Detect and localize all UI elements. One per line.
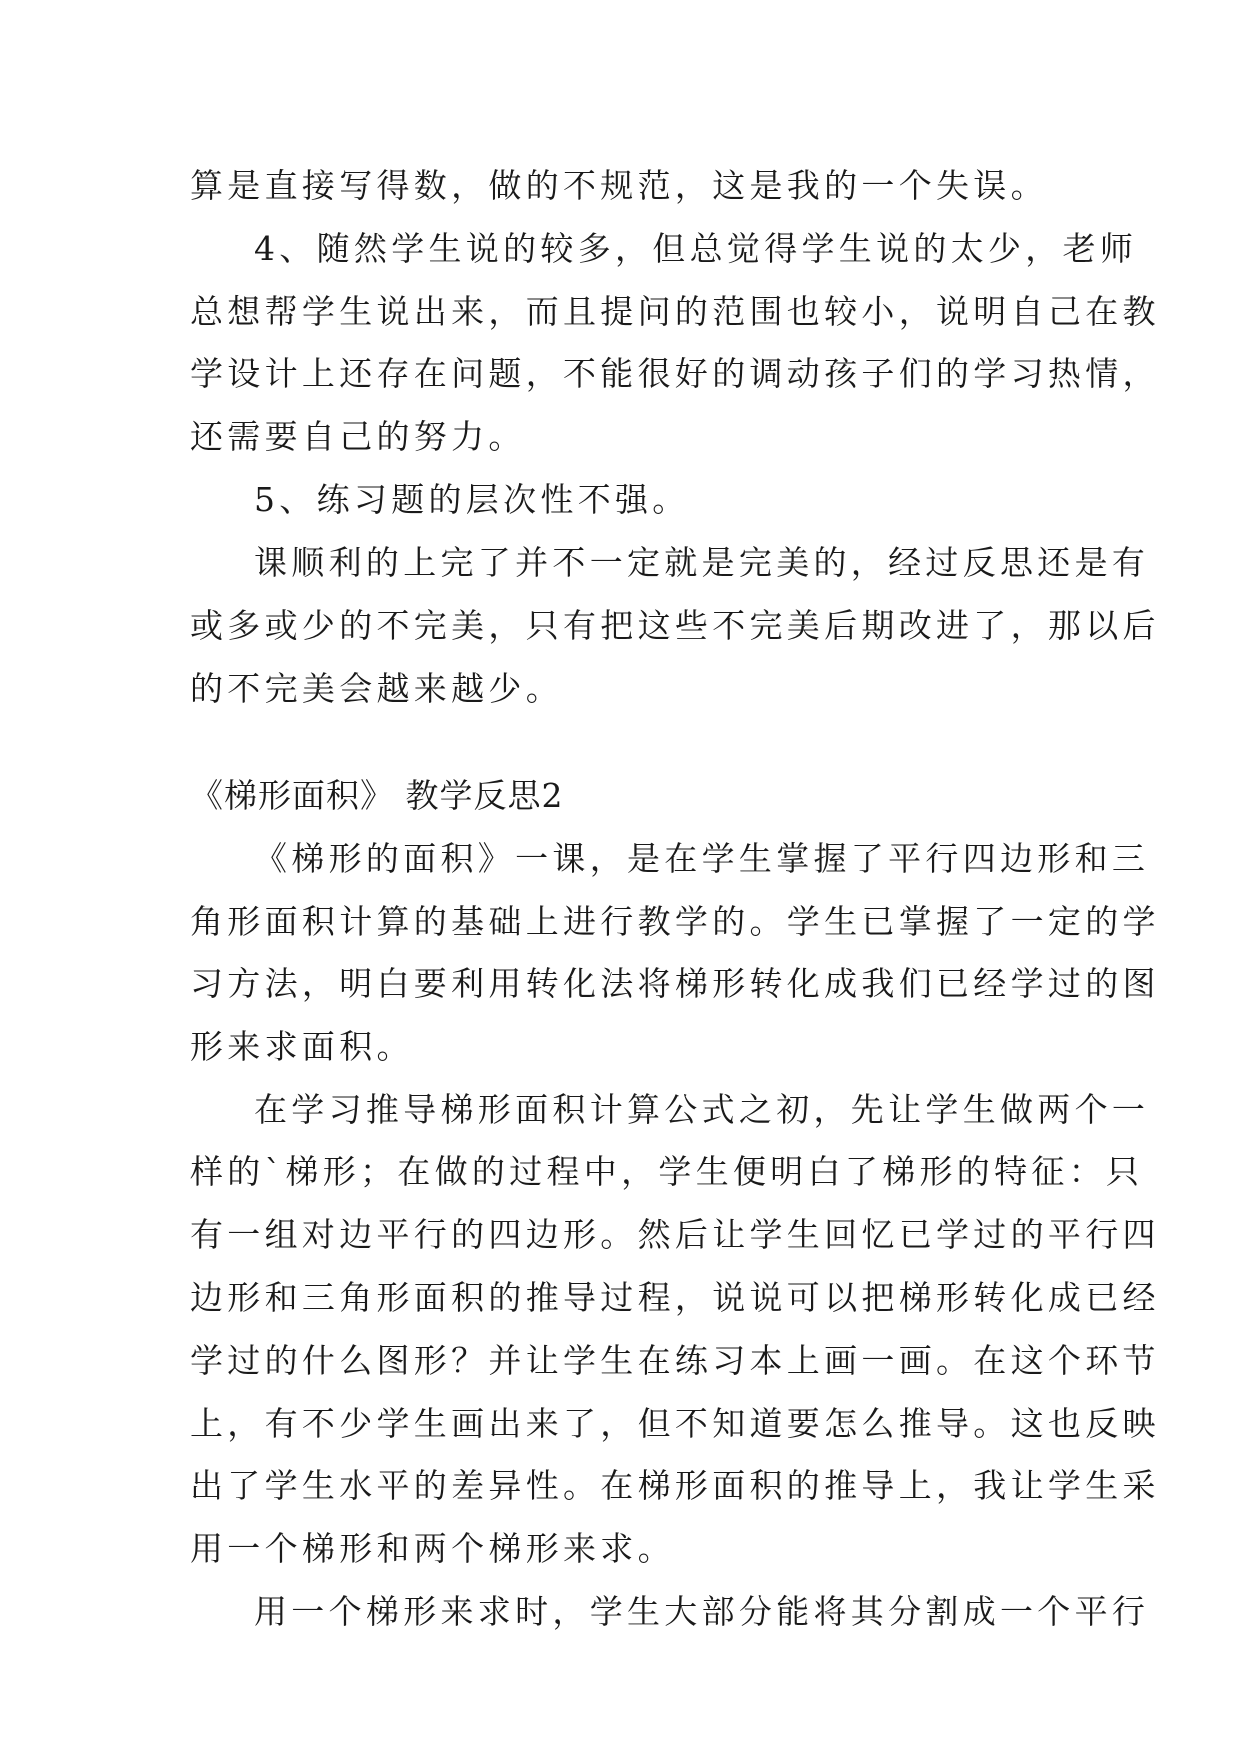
text-line-12: 角形面积计算的基础上进行教学的。学生已掌握了一定的学 xyxy=(190,902,1160,941)
text-line-4: 学设计上还存在问题，不能很好的调动孩子们的学习热情， xyxy=(190,354,1160,393)
text-line-21: 出了学生水平的差异性。在梯形面积的推导上，我让学生采 xyxy=(190,1466,1160,1505)
text-line-2: 4、随然学生说的较多，但总觉得学生说的太少，老师 xyxy=(254,229,1138,268)
text-line-16: 样的`梯形；在做的过程中，学生便明白了梯形的特征：只 xyxy=(190,1152,1144,1191)
text-line-23: 用一个梯形来求时，学生大部分能将其分割成一个平行 xyxy=(254,1592,1150,1631)
text-line-5: 还需要自己的努力。 xyxy=(190,417,526,456)
text-line-18: 边形和三角形面积的推导过程，说说可以把梯形转化成已经 xyxy=(190,1278,1160,1317)
text-line-22: 用一个梯形和两个梯形来求。 xyxy=(190,1529,675,1568)
text-line-14: 形来求面积。 xyxy=(190,1027,414,1066)
text-line-15: 在学习推导梯形面积计算公式之初，先让学生做两个一 xyxy=(254,1090,1150,1129)
text-line-13: 习方法，明白要利用转化法将梯形转化成我们已经学过的图 xyxy=(190,964,1160,1003)
text-line-9: 的不完美会越来越少。 xyxy=(190,669,563,708)
text-line-20: 上，有不少学生画出来了，但不知道要怎么推导。这也反映 xyxy=(190,1404,1160,1443)
text-line-1: 算是直接写得数，做的不规范，这是我的一个失误。 xyxy=(190,166,1048,205)
text-line-6: 5、练习题的层次性不强。 xyxy=(254,480,690,519)
text-line-17: 有一组对边平行的四边形。然后让学生回忆已学过的平行四 xyxy=(190,1215,1160,1254)
section-heading: 《梯形面积》 教学反思2 xyxy=(190,776,564,815)
text-line-8: 或多或少的不完美，只有把这些不完美后期改进了，那以后 xyxy=(190,606,1160,645)
text-line-11: 《梯形的面积》一课，是在学生掌握了平行四边形和三 xyxy=(254,839,1150,878)
text-line-3: 总想帮学生说出来，而且提问的范围也较小，说明自己在教 xyxy=(190,292,1160,331)
text-line-19: 学过的什么图形？并让学生在练习本上画一画。在这个环节 xyxy=(190,1341,1160,1380)
text-line-7: 课顺利的上完了并不一定就是完美的，经过反思还是有 xyxy=(254,543,1150,582)
